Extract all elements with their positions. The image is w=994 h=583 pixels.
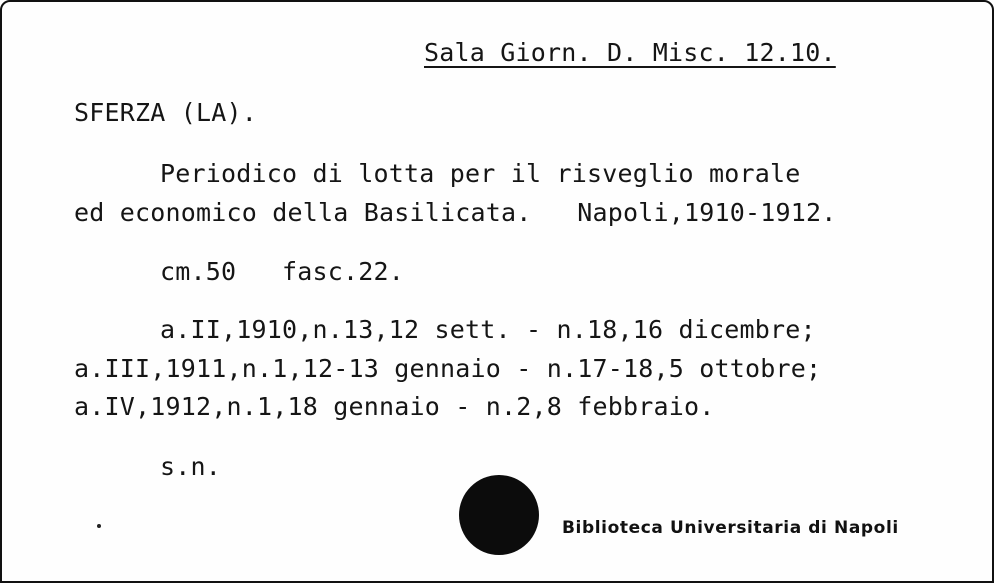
holdings-line: a.II,1910,n.13,12 sett. - n.18,16 dicembre; [160, 315, 816, 344]
ink-speck [97, 524, 101, 528]
library-stamp-dot [459, 475, 539, 555]
format-line: cm.50 fasc.22. [160, 257, 405, 286]
title-line-1: Periodico di lotta per il risveglio morale [160, 159, 801, 188]
shelfmark: Sala Giorn. D. Misc. 12.10. [424, 38, 836, 67]
holdings-line: a.III,1911,n.1,12-13 gennaio - n.17-18,5 ottobre; [74, 354, 822, 383]
note-line: s.n. [160, 452, 222, 481]
card-heading: SFERZA (LA). [74, 98, 258, 127]
library-stamp-text: Biblioteca Universitaria di Napoli [562, 518, 899, 538]
title-line-2: ed economico della Basilicata. Napoli,1910-1912. [74, 198, 837, 227]
holdings-line: a.IV,1912,n.1,18 gennaio - n.2,8 febbraio. [74, 392, 715, 421]
